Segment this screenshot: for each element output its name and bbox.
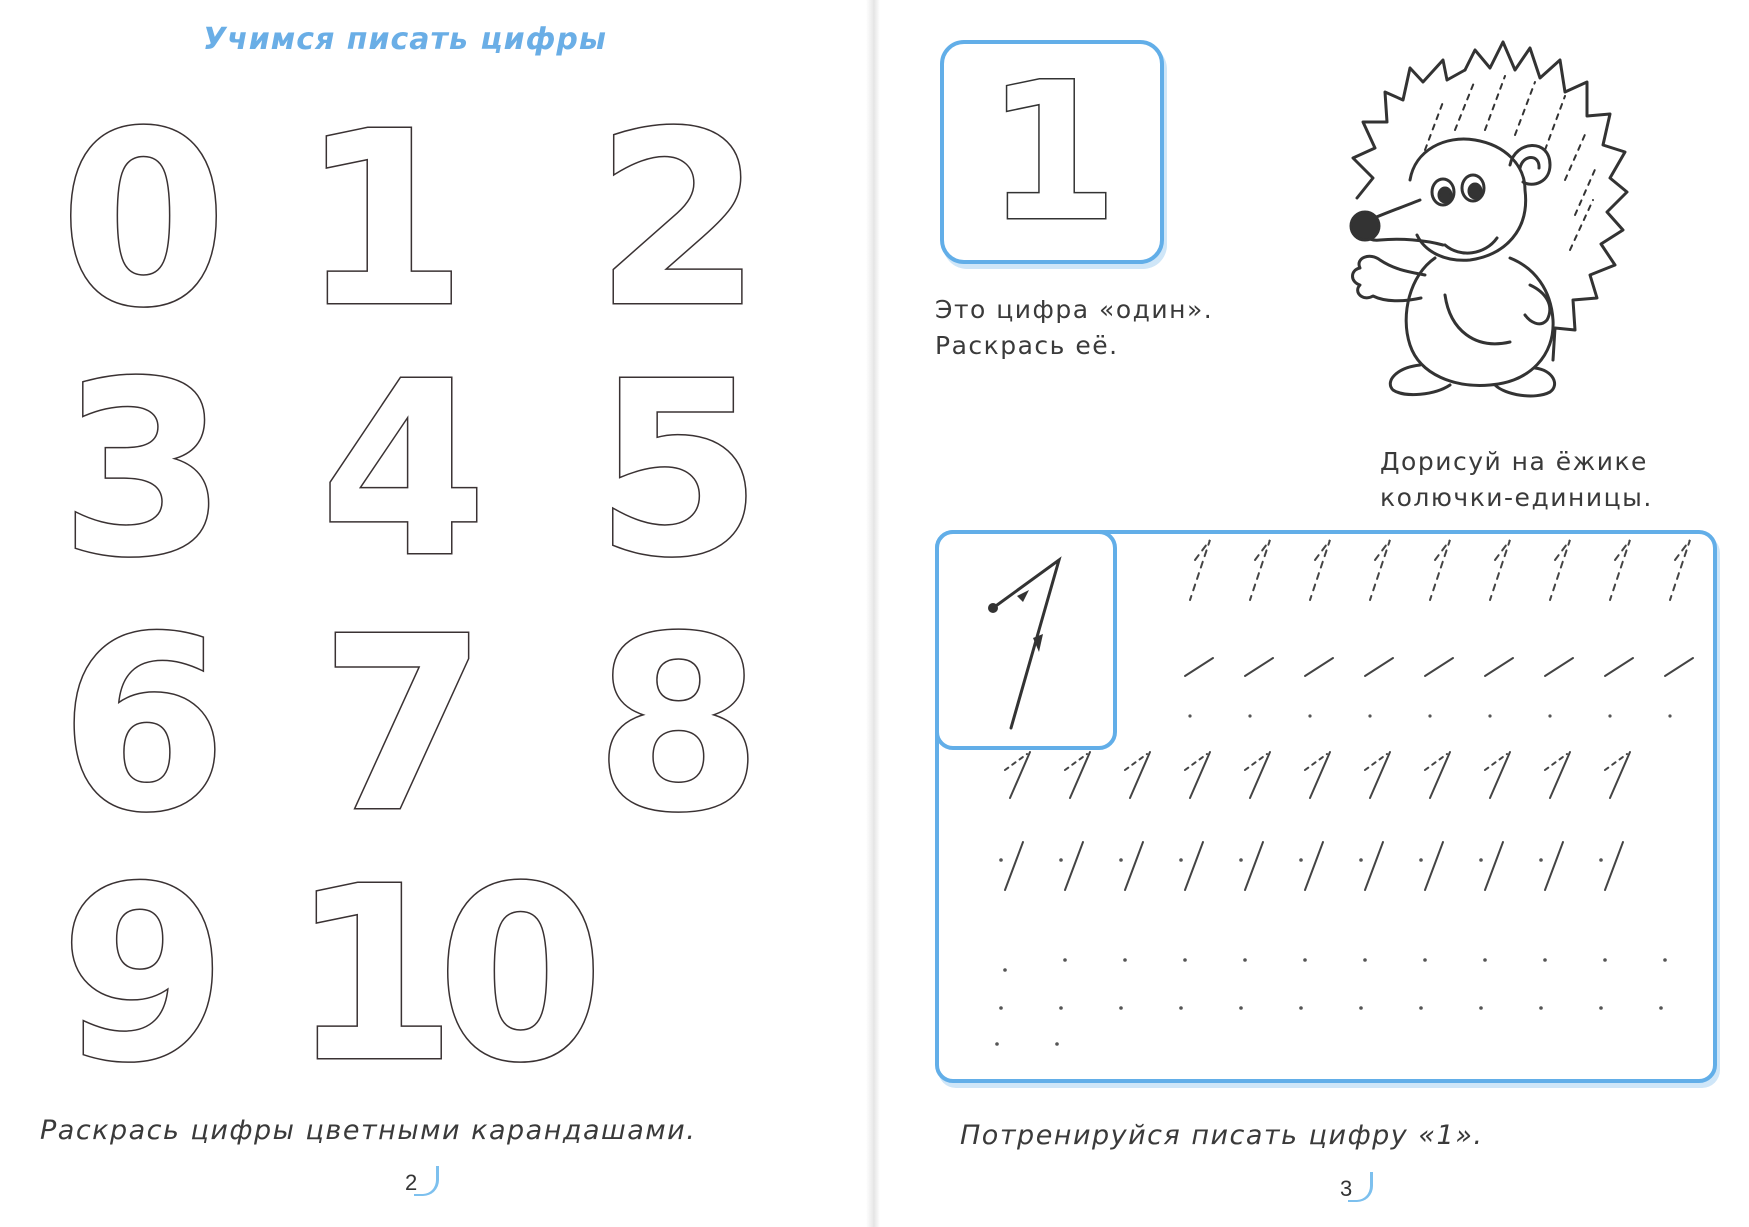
page-title: Учимся писать цифры bbox=[203, 22, 607, 57]
page-number-left: 2 bbox=[405, 1170, 418, 1195]
book-gutter bbox=[866, 0, 880, 1227]
page-number-right: 3 bbox=[1340, 1176, 1353, 1201]
outline-digit-1[interactable]: 1 bbox=[300, 80, 467, 360]
outline-digit-10[interactable]: 10 bbox=[290, 835, 584, 1115]
outline-digit-5[interactable]: 5 bbox=[595, 330, 762, 610]
hedgehog-icon[interactable] bbox=[1325, 30, 1655, 425]
outline-digit-3[interactable]: 3 bbox=[60, 330, 227, 610]
intro-line-1: Это цифра «один». bbox=[935, 295, 1214, 324]
outline-digit-4[interactable]: 4 bbox=[320, 330, 487, 610]
hedgehog-instruction-line-1: Дорисуй на ёжике bbox=[1380, 447, 1648, 476]
right-caption: Потренируйся писать цифру «1». bbox=[960, 1120, 1484, 1151]
outline-digit-7[interactable]: 7 bbox=[320, 585, 487, 865]
digit-one-outline[interactable]: 1 bbox=[985, 42, 1119, 263]
outline-digit-6[interactable]: 6 bbox=[60, 585, 227, 865]
intro-line-2: Раскрась её. bbox=[935, 331, 1119, 360]
left-caption: Раскрась цифры цветными карандашами. bbox=[40, 1115, 697, 1146]
tracing-guide-rows[interactable] bbox=[935, 530, 1717, 1083]
outline-digit-9[interactable]: 9 bbox=[60, 835, 227, 1115]
outline-digit-2[interactable]: 2 bbox=[595, 80, 762, 360]
digit-one-box[interactable] bbox=[940, 40, 1164, 264]
outline-digit-0[interactable]: 0 bbox=[60, 80, 227, 360]
outline-digit-8[interactable]: 8 bbox=[595, 585, 762, 865]
hedgehog-instruction-line-2: колючки-единицы. bbox=[1380, 483, 1653, 512]
